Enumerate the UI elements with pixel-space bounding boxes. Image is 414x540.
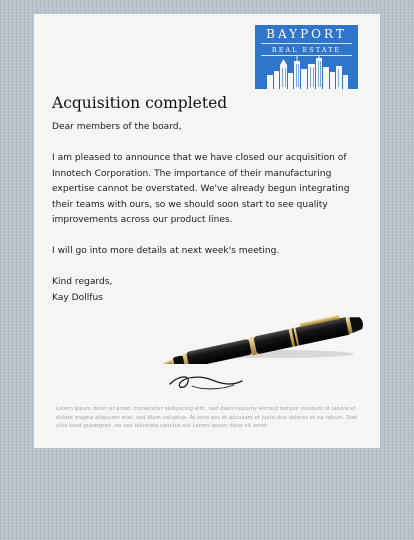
paragraph-announcement: I am pleased to announce that we have closed our acquisition of Innotech Corporation. The importance of their manufacturing expertise cannot be overstated. We've already begun integrating their teams with ours, so we should soon start to see quality improvements across our product lines. <box>52 153 350 225</box>
footer-text: Lorem ipsum dolor sit amet, consetetur sadipscing elitr, sed diam nonumy eirmod tempor invidunt ut labore et dolore magna aliquyam erat, sed diam voluptua. At vero eos et accusam et justo duo dolores et ea rebum. Stet clita kasd gubergren, no sea takimata sanctus est Lorem ipsum dolor sit amet. <box>56 406 358 429</box>
logo-name: BAYPORT <box>266 27 347 41</box>
bayport-logo <box>255 25 358 89</box>
letter-page <box>34 14 380 448</box>
skyline-icon <box>255 55 358 89</box>
letter-body <box>52 120 368 306</box>
fountain-pen-image <box>152 314 370 364</box>
closing: Kind regards, <box>52 277 113 287</box>
logo-subtitle: REAL ESTATE <box>271 46 342 54</box>
signer-name: Kay Dollfus <box>52 292 103 303</box>
signature-image <box>168 370 244 394</box>
paragraph-meeting: I will go into more details at next week's meeting. <box>52 246 280 256</box>
logo-divider <box>261 43 352 44</box>
salutation: Dear members of the board, <box>52 122 182 132</box>
letter-title: Acquisition completed <box>52 94 228 112</box>
